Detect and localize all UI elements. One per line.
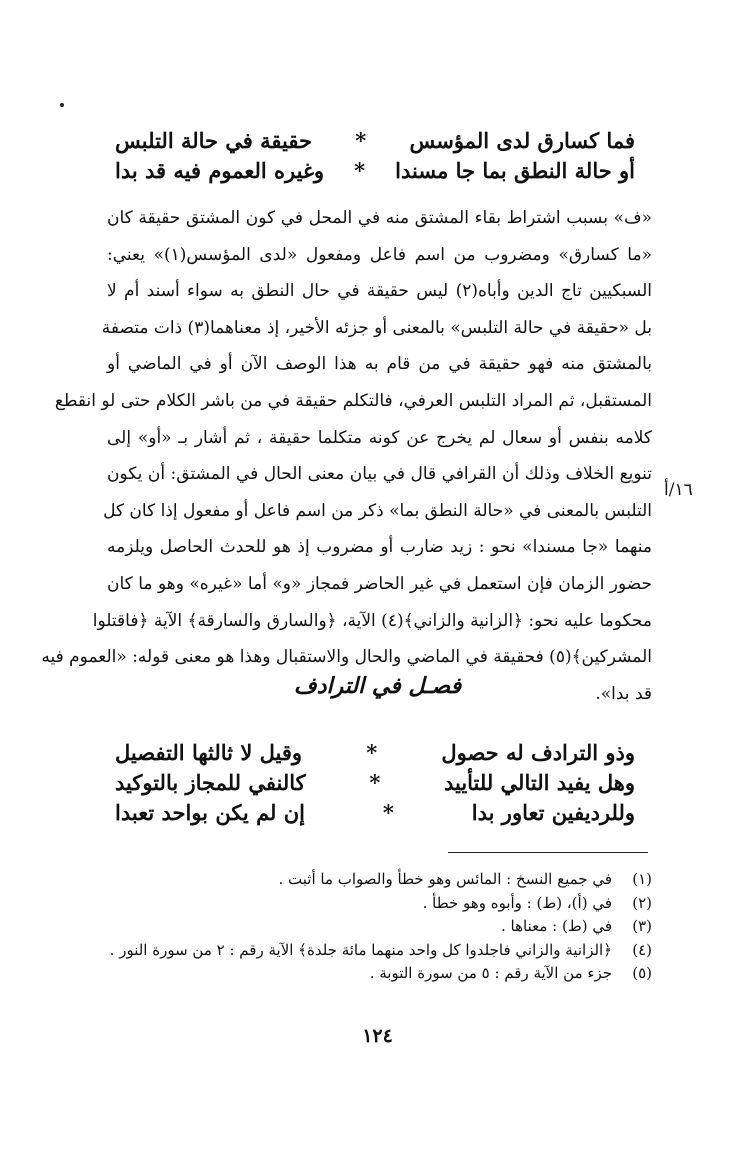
verse-hemistich-second: وقيل لا ثالثها التفصيل xyxy=(115,740,303,765)
verse-line xyxy=(115,156,635,186)
footnote xyxy=(92,939,652,963)
verse-separator: * xyxy=(369,770,381,795)
footnote-text: ﴿الزانية والزاني فاجلدوا كل واحد منهما مائة جلدة﴾ الآية رقم : ٢ من سورة النور . xyxy=(109,940,612,959)
verse-hemistich-first: فما كسارق لدى المؤسس xyxy=(409,128,635,153)
footnote-divider xyxy=(448,852,648,853)
footnotes xyxy=(92,868,652,986)
verse-hemistich-second: وغيره العموم فيه قد بدا xyxy=(115,158,325,183)
prose-line: بل «حقيقة في حالة التلبس» بالمعنى أو جزئه الأخير، إذ معناهما(٣) ذات متصفة xyxy=(101,317,652,338)
footnote-number: (٢) xyxy=(632,893,652,912)
footnote xyxy=(92,868,652,892)
prose-line: منهما «جا مسندا» نحو : زيد ضارب أو مضروب إذ هو للحدث الحاصل ويلزمه xyxy=(107,537,652,558)
verse-line xyxy=(115,738,635,768)
footnote-number: (٣) xyxy=(632,917,652,935)
prose-line: السبكيين تاج الدين وأباه(٢) ليس حقيقة في حال النطق به سواء أسند أم لا xyxy=(107,281,652,302)
footnote-number: (٤) xyxy=(632,940,652,959)
prose-line: التلبس بالمعنى في «حالة النطق بما» ذكر من اسم فاعل أو مفعول إذا كان كل xyxy=(103,500,652,521)
prose-line: حضور الزمان فإن استعمل في غير الحاضر فمجاز «و» أما «غيره» وهو ما كان xyxy=(107,573,652,594)
footnote-text: في (ط) : معناها . xyxy=(501,917,612,935)
verse-line xyxy=(115,768,635,798)
manuscript-folio-note: ١٦/أ xyxy=(664,480,693,500)
footnote-number: (١) xyxy=(632,870,652,888)
footnote-text: جزء من الآية رقم : ٥ من سورة التوبة . xyxy=(369,964,612,982)
footnote-number: (٥) xyxy=(632,964,652,982)
verse-hemistich-first: وللرديفين تعاور بدا xyxy=(471,800,635,825)
verse-hemistich-second: كالنفي للمجاز بالتوكيد xyxy=(115,770,306,795)
verse-separator: * xyxy=(382,800,394,825)
verse-hemistich-second: حقيقة في حالة التلبس xyxy=(115,128,312,153)
footnote xyxy=(92,915,652,939)
stray-mark xyxy=(60,103,64,107)
verse-separator: * xyxy=(355,128,367,153)
verse-line xyxy=(115,126,635,156)
prose-line: المشركين﴾(٥) فحقيقة في الماضي والحال والاستقبال وهذا هو معنى قوله: «العموم فيه xyxy=(41,647,652,668)
page-number: ١٢٤ xyxy=(362,1025,393,1047)
prose-line: بالمشتق منه فهو حقيقة في من قام به هذا الوصف الآن أو في الماضي أو xyxy=(107,354,652,375)
prose-line: قد بدا». xyxy=(595,683,652,704)
footnote xyxy=(92,892,652,916)
commentary-paragraph xyxy=(41,200,652,712)
prose-line: كلامه بنفس أو سعال لم يخرج عن كونه متكلما حقيقة ، ثم أشار بـ «أو» إلى xyxy=(107,427,652,448)
prose-line: المستقبل، ثم المراد التلبس العرفي، فالتكلم حقيقة في من باشر الكلام حتى لو انقطع xyxy=(54,390,652,411)
verse-block-top xyxy=(115,126,635,186)
verse-hemistich-first: أو حالة النطق بما جا مسندا xyxy=(395,158,635,183)
verse-line xyxy=(115,798,635,828)
prose-line: «ما كسارق» ومضروب من اسم فاعل ومفعول «لدى المؤسس(١)» يعني: xyxy=(107,244,652,265)
prose-line: تنويع الخلاف وذلك أن القرافي قال في بيان معنى الحال في المشتق: أن يكون xyxy=(107,464,652,485)
verse-hemistich-first: وذو الترادف له حصول xyxy=(441,740,635,765)
verse-hemistich-second: إن لم يكن بواحد تعبدا xyxy=(115,800,306,825)
verse-separator: * xyxy=(354,158,366,183)
footnote-text: في جميع النسخ : المائس وهو خطأ والصواب ما أثبت . xyxy=(278,870,612,888)
verse-separator: * xyxy=(366,740,378,765)
verse-hemistich-first: وهل يفيد التالي للتأييد xyxy=(443,770,635,795)
prose-line: محكوما عليه نحو: ﴿الزانية والزاني﴾(٤) الآية، ﴿والسارق والسارقة﴾ الآية ﴿فاقتلوا xyxy=(92,610,652,631)
prose-line: «ف» بسبب اشتراط بقاء المشتق منه في المحل في كون المشتق حقيقة كان xyxy=(107,208,652,228)
footnote-text: في (أ)، (ط) : وأبوه وهو خطأ . xyxy=(422,893,612,912)
verse-block-bottom xyxy=(115,738,635,828)
section-heading: فصـل في الترادف xyxy=(293,673,462,699)
footnote xyxy=(92,962,652,986)
